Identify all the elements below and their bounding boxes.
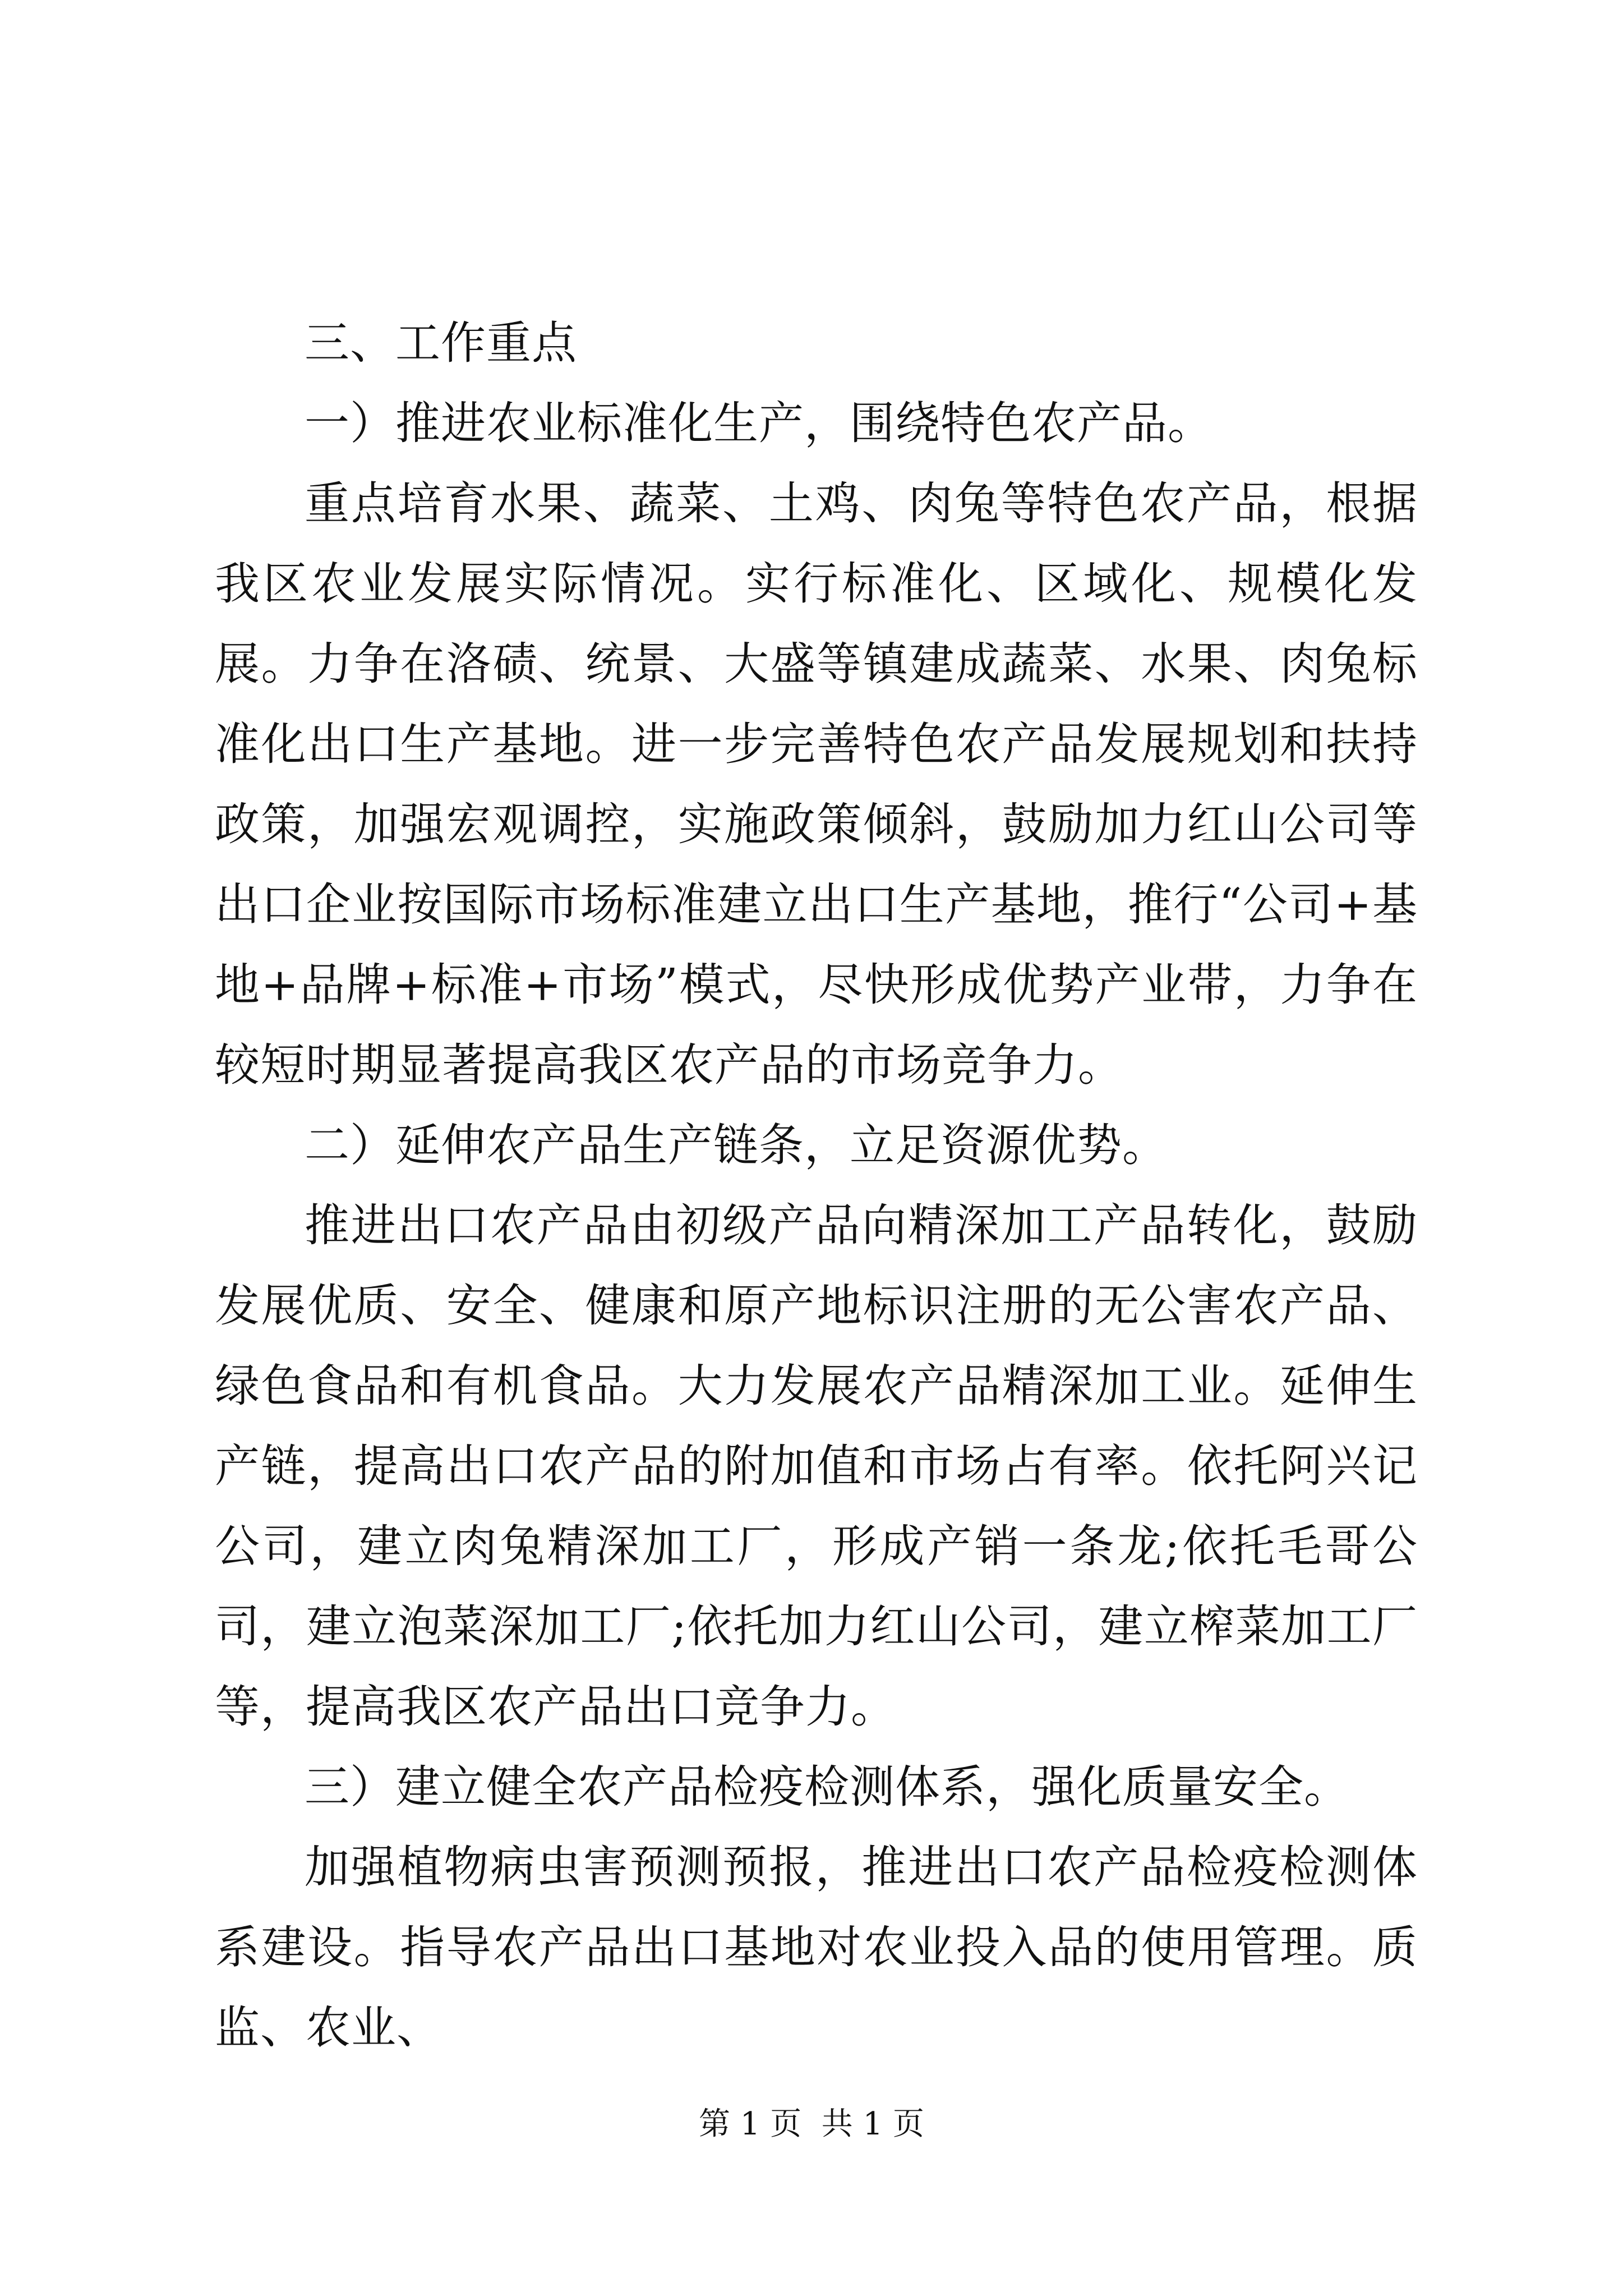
paragraph-3: 加强植物病虫害预测预报，推进出口农产品检疫检测体系建设。指导农产品出口基地对农业投入品的使用管理。质监、农业、 (215, 1841, 1418, 2054)
paragraph-1: 重点培育水果、蔬菜、土鸡、肉兔等特色农产品，根据我区农业发展实际情况。实行标准化、区域化、规模化发展。力争在洛碛、统景、大盛等镇建成蔬菜、水果、肉兔标准化出口生产基地。进一步完善特色农产品发展规划和扶持政策，加强宏观调控，实施政策倾斜，鼓励加力红山公司等出口企业按国际市场标准建立出口生产基地，推行“公司+基地+品牌+标准+市场”模式，尽快形成优势产业带，力争在较短时期显著提高我区农产品的市场竞争力。 (215, 477, 1418, 1091)
subheading-2: 二）延伸农产品生产链条，立足资源优势。 (305, 1119, 1168, 1171)
subheading-3: 三）建立健全农产品检疫检测体系，强化质量安全。 (305, 1761, 1349, 1813)
subheading-1: 一）推进农业标准化生产，围绕特色农产品。 (305, 397, 1213, 449)
paragraph-2: 推进出口农产品由初级产品向精深加工产品转化，鼓励发展优质、安全、健康和原产地标识注册的无公害农产品、绿色食品和有机食品。大力发展农产品精深加工业。延伸生产链，提高出口农产品的附加值和市场占有率。依托阿兴记公司，建立肉兔精深加工厂，形成产销一条龙;依托毛哥公司，建立泡菜深加工厂;依托加力红山公司，建立榨菜加工厂等，提高我区农产品出口竞争力。 (215, 1199, 1418, 1733)
document-body (215, 303, 1418, 2068)
page-number: 第 1 页 共 1 页 (698, 2106, 925, 2142)
section-heading: 三、工作重点 (305, 317, 577, 369)
page-footer (0, 2105, 1623, 2144)
